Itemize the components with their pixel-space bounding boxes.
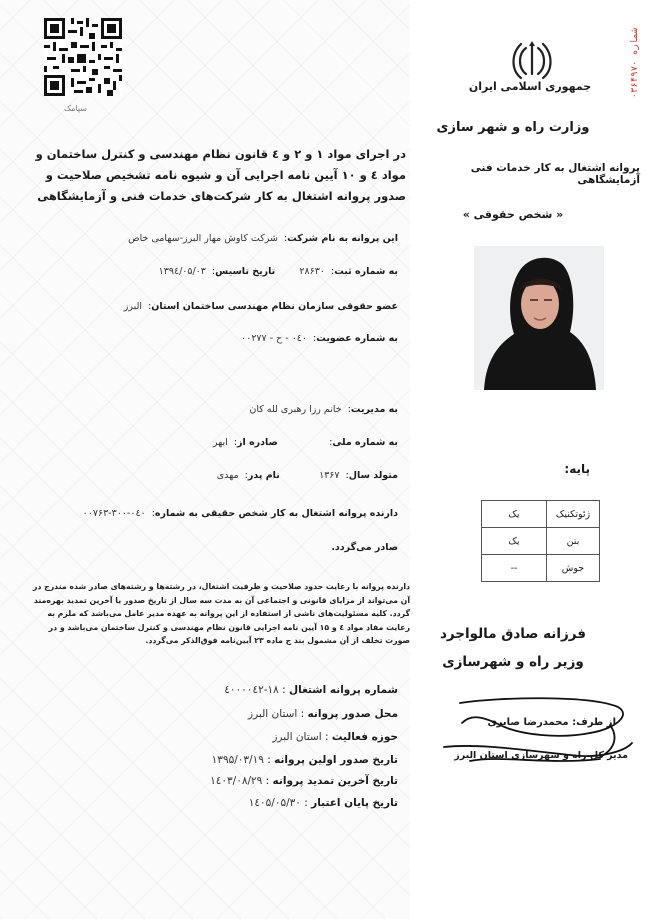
company-registration-row: به شماره ثبت: ۲۸۶۳۰ تاریخ تاسیس: ۱۳۹٤/۰۵/۰۳ xyxy=(158,266,398,277)
holder-row: دارنده پروانه اشتغال به کار شخص حقیقی به شماره: ۰٤۰-۳۰۰-۰۰۷۶۳ xyxy=(82,508,398,519)
grade-level: یک xyxy=(482,528,547,555)
manager-national-id-row: به شماره ملی: صادره از: ابهر xyxy=(212,437,398,448)
grade-level: -- xyxy=(482,555,547,582)
permit-info-row: تاریخ آخرین تمدید پروانه : ۱٤۰۳/۰۸/۲۹ xyxy=(210,775,398,787)
permit-info-value: ۱٤۰۳/۰۸/۲۹ xyxy=(210,775,263,787)
grade-field: بتن xyxy=(547,528,600,555)
grade-row xyxy=(482,501,600,528)
ministry-title: وزارت راه و شهر سازی xyxy=(436,120,590,135)
permit-info-value: استان البرز xyxy=(248,708,298,720)
company-membership-row: عضو حقوقی سازمان نظام مهندسی ساختمان استان: البرز xyxy=(123,301,398,312)
delegate-title: مدیر کل راه و شهرسازی استان البرز xyxy=(454,750,628,761)
intro-paragraph: در اجرای مواد ۱ و ۲ و ٤ قانون نظام مهندسی و کنترل ساختمان و مواد ٤ و ۱۰ آیین نامه اجرایی آن و شیوه نامه تشخیص صلاحیت و صدور پروانه اشتغال به کار شرکت‌های خدمات فنی و آزمایشگاهی xyxy=(35,147,406,203)
country-name: جمهوری اسلامی ایران xyxy=(468,80,592,93)
permit-info-label: تاریخ صدور اولین پروانه xyxy=(274,754,398,766)
issued-statement: صادر می‌گردد. xyxy=(331,542,398,553)
permit-info-row: محل صدور پروانه : استان البرز xyxy=(248,708,398,720)
serial-number: شماره ۰۳۶۴۹۷۰ xyxy=(630,28,640,99)
holder-photo xyxy=(474,246,604,390)
signer-block xyxy=(418,620,608,676)
handwritten-signature xyxy=(440,695,635,773)
qr-caption: سپامک xyxy=(64,104,87,113)
permit-info-label: تاریخ آخرین تمدید پروانه xyxy=(272,775,398,787)
permit-info-label: تاریخ پایان اعتبار xyxy=(311,797,398,809)
grade-level: یک xyxy=(482,501,547,528)
grade-field: ژئوتکنیک xyxy=(547,501,600,528)
permit-info-label: محل صدور پروانه xyxy=(307,708,398,720)
permit-title: پروانه اشتغال به کار خدمات فنی آزمایشگاهی xyxy=(470,162,640,186)
permit-info-value: ۱۳۹۵/۰۳/۱۹ xyxy=(211,754,264,766)
grade-table xyxy=(481,500,600,582)
permit-info-row: تاریخ پایان اعتبار : ۱٤۰۵/۰۵/۳۰ xyxy=(248,797,398,809)
person-type: « شخص حقوقی » xyxy=(462,208,564,221)
signature-from: از طرف: محمدرضا صابری xyxy=(487,717,616,728)
minister-name: فرزانه صادق مالواجرد xyxy=(439,626,587,642)
permit-info-row: تاریخ صدور اولین پروانه : ۱۳۹۵/۰۳/۱۹ xyxy=(211,754,398,766)
grade-title: پایه: xyxy=(564,462,590,476)
permit-info-label: شماره پروانه اشتغال xyxy=(289,684,398,696)
permit-info-value: ۱٤۰۵/۰۵/۳۰ xyxy=(248,797,301,809)
permit-info-row: شماره پروانه اشتغال : ۱۸-٤۰۰۰۰٤۲ xyxy=(224,684,398,696)
permit-info-value: ۱۸-٤۰۰۰۰٤۲ xyxy=(224,684,279,696)
company-name-row: این پروانه به نام شرکت: شرکت کاوش مهار البرز-سهامی خاص xyxy=(128,233,398,244)
manager-row: به مدیریت: خانم رزا رهبری لله کان xyxy=(249,404,398,415)
minister-title: وزیر راه و شهرسازی xyxy=(442,654,584,670)
grade-row xyxy=(482,555,600,582)
permit-info-label: حوزه فعالیت xyxy=(331,731,398,743)
grade-field: جوش xyxy=(547,555,600,582)
permit-info-value: استان البرز xyxy=(272,731,322,743)
company-membership-number-row: به شماره عضویت: ۰٤۰ - ح - ۰۰۲۷۷ xyxy=(241,333,398,344)
qr-code xyxy=(44,18,122,96)
manager-birth-row: متولد سال: ۱۳۶۷ نام پدر: مهدی xyxy=(216,470,398,481)
permit-info-row: حوزه فعالیت : استان البرز xyxy=(272,731,398,743)
iran-emblem-icon xyxy=(512,40,552,82)
grade-row xyxy=(482,528,600,555)
legal-note: دارنده پروانه با رعایت حدود صلاحیت و ظرفیت اشتغال، در رشته‌ها و رشته‌های صادر شده مندرج در آن می‌تواند از مزایای قانونی و اجتماعی آن به مدت سه سال از تاریخ صدور یا آخرین تمدید بهره‌مند گردد. کلیه مسئولیت‌های ناشی از استفاده از این پروانه به عهده مدیر عامل می‌باشد که ملزم به رعایت مفاد مواد ٤ و ۱۵ آیین نامه اجرایی قانون نظام مهندسی و کنترل ساختمان می‌باشد و در صورت تخلف از آن مشمول بند ج ماده ۲۳ آیین‌نامه فوق‌الذکر می‌گردد. xyxy=(32,582,410,645)
